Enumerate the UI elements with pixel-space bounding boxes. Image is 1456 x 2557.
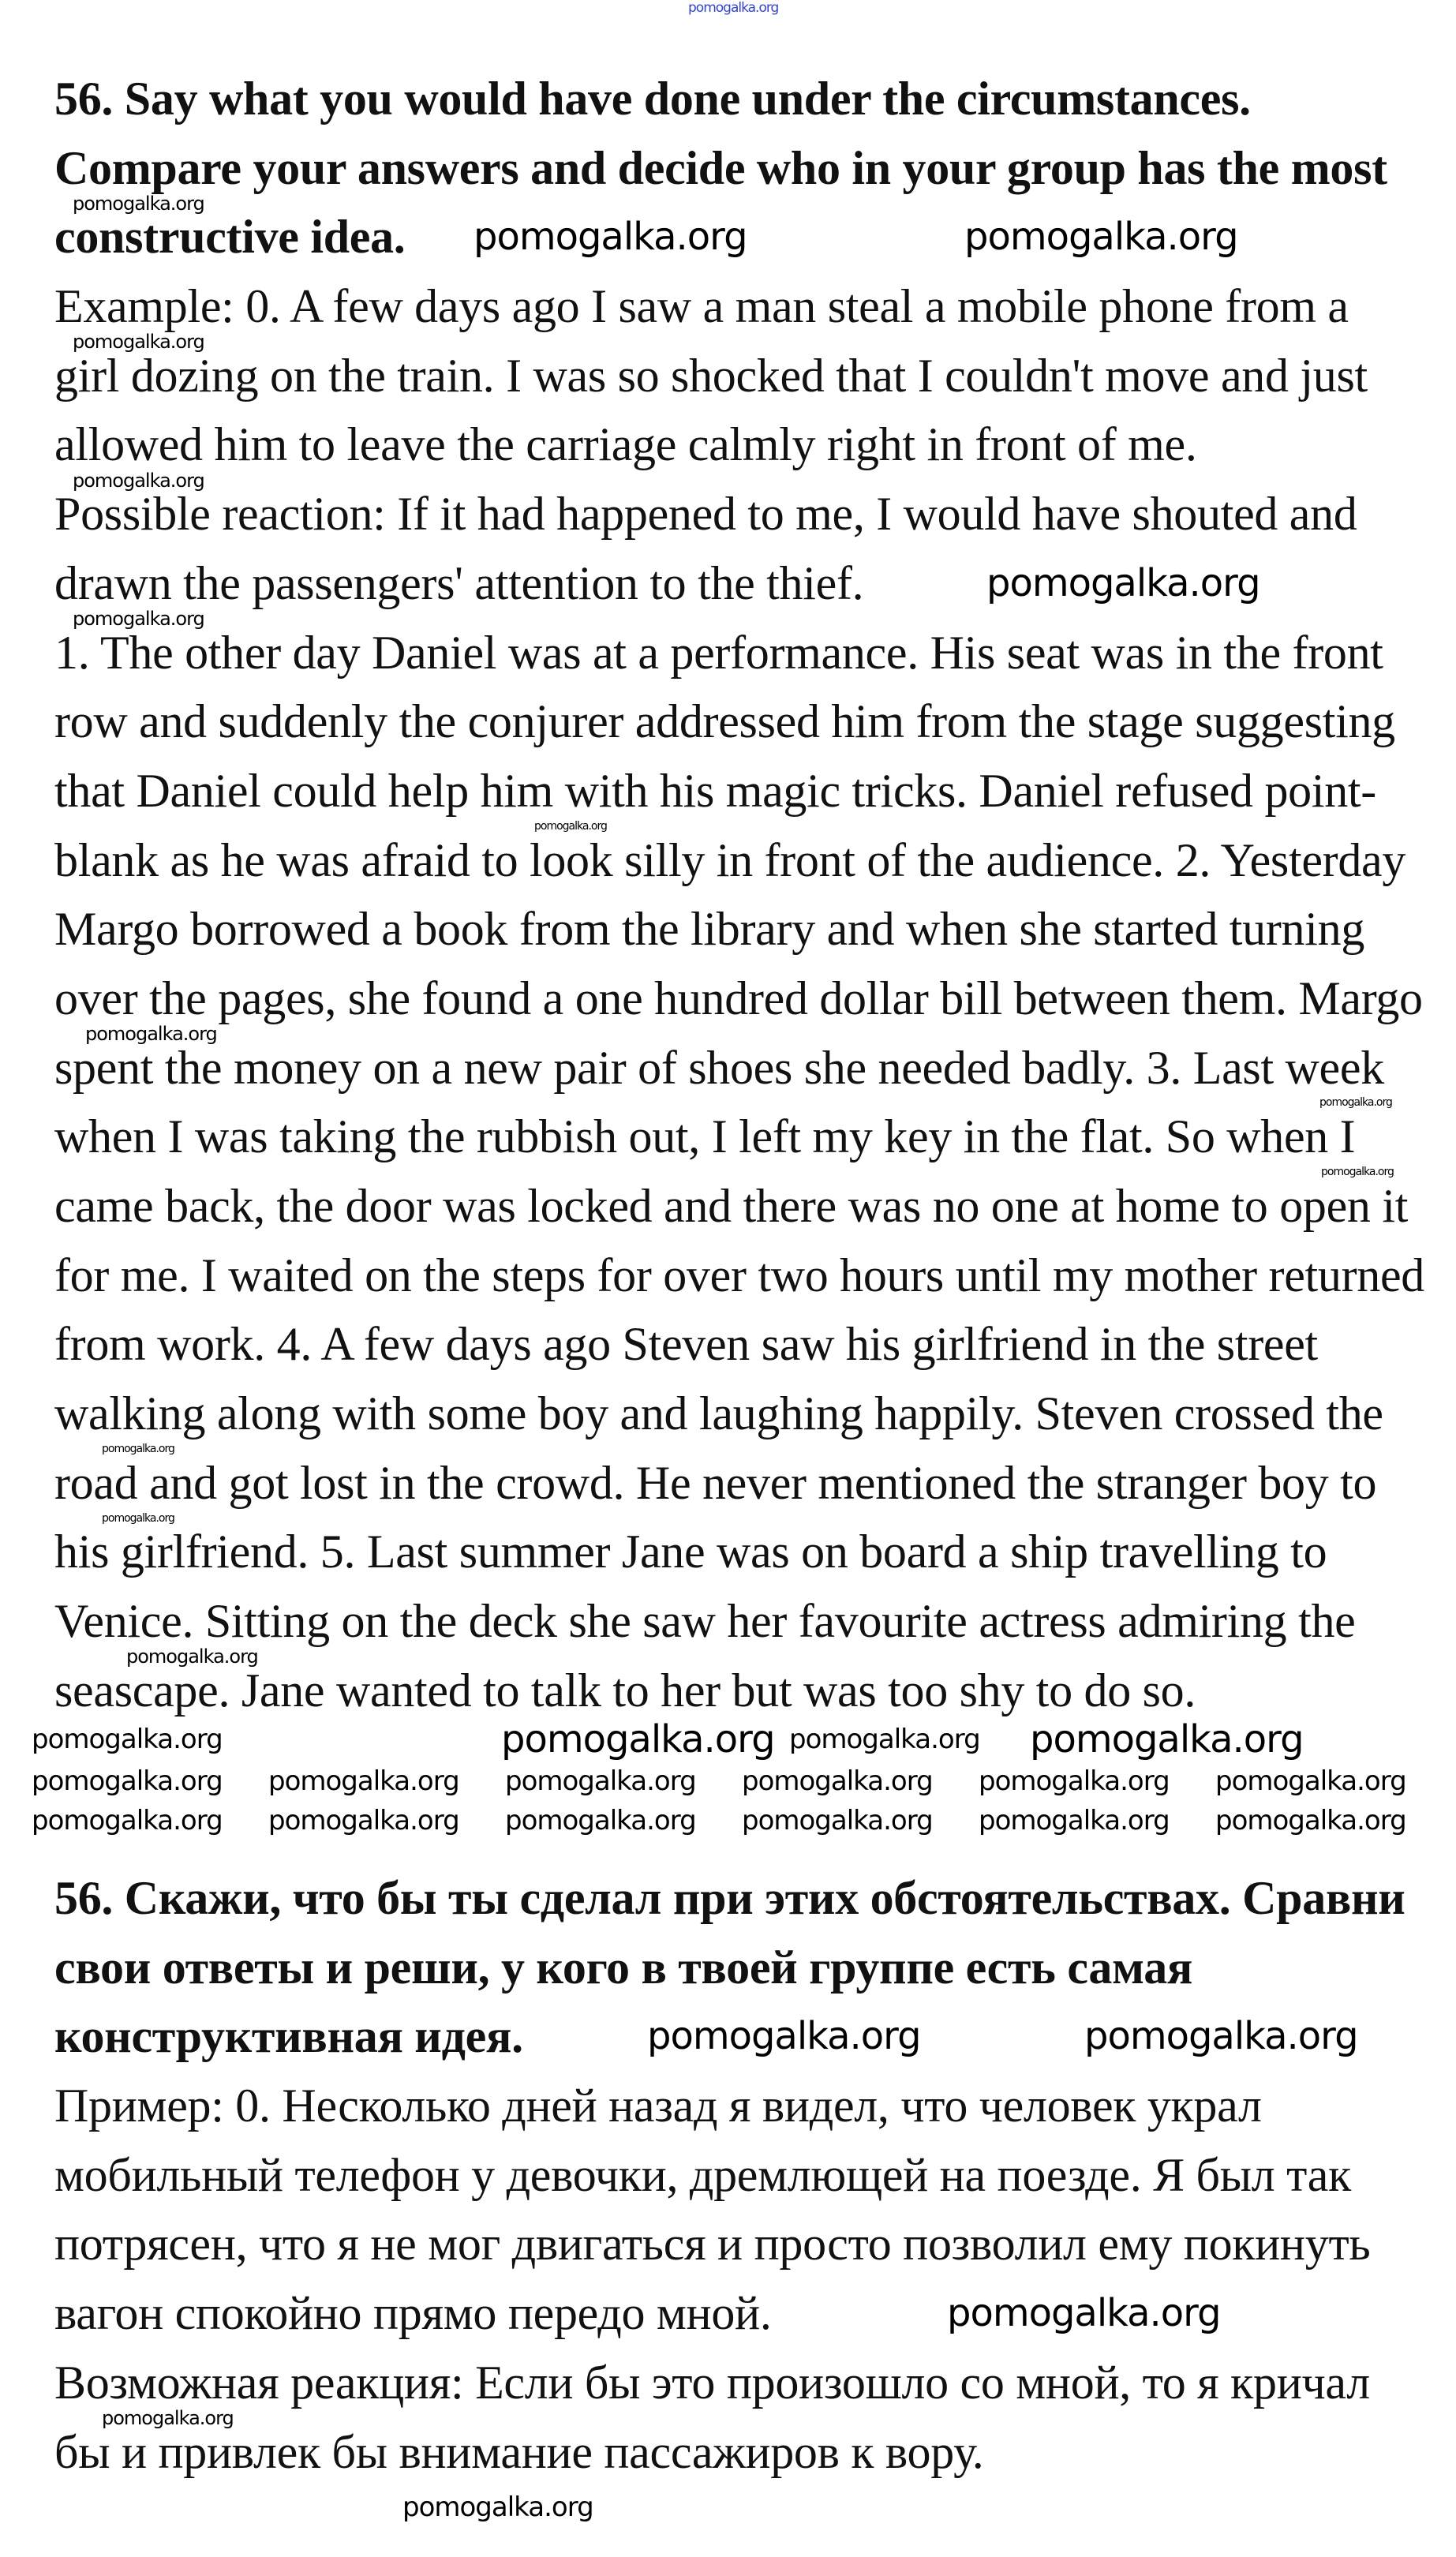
english-section bbox=[54, 75, 1451, 1736]
watermark: pomogalka.org bbox=[85, 1023, 217, 1045]
watermark: pomogalka.org bbox=[402, 2491, 593, 2523]
watermark: pomogalka.org bbox=[32, 1765, 223, 1797]
watermark: pomogalka.org bbox=[73, 608, 204, 630]
watermark: pomogalka.org bbox=[102, 1443, 174, 1455]
watermark: pomogalka.org bbox=[979, 1765, 1170, 1797]
text-line: spent the money on a new pair of shoes she needed badly. 3. Last week bbox=[54, 1041, 1384, 1094]
exercise-title: Compare your answers and decide who in your group has the most bbox=[54, 141, 1387, 194]
text-line: Возможная реакция: Если бы это произошло со мной, то я кричал bbox=[54, 2356, 1370, 2409]
exercise-title: 56. Скажи, что бы ты сделал при этих обстоятельствах. Сравни bbox=[54, 1872, 1405, 1924]
watermark: pomogalka.org bbox=[73, 193, 204, 215]
watermark: pomogalka.org bbox=[1030, 1717, 1304, 1761]
watermark: pomogalka.org bbox=[1084, 2014, 1358, 2058]
watermark: pomogalka.org bbox=[73, 331, 204, 353]
text-line: for me. I waited on the steps for over two hours until my mother returned bbox=[54, 1249, 1425, 1301]
watermark: pomogalka.org bbox=[73, 470, 204, 492]
exercise-title: свои ответы и реши, у кого в твоей группе есть самая bbox=[54, 1941, 1193, 1994]
watermark: pomogalka.org bbox=[268, 1805, 459, 1836]
watermark: pomogalka.org bbox=[268, 1765, 459, 1797]
watermark: pomogalka.org bbox=[947, 2291, 1221, 2335]
watermark: pomogalka.org bbox=[986, 561, 1260, 605]
text-line: мобильный телефон у девочки, дремлющей на поезде. Я был так bbox=[54, 2148, 1351, 2201]
watermark: pomogalka.org bbox=[501, 1717, 775, 1761]
watermark: pomogalka.org bbox=[473, 215, 747, 259]
russian-section bbox=[54, 1874, 1451, 2497]
exercise-title: конструктивная идея. bbox=[54, 2010, 523, 2063]
watermark: pomogalka.org bbox=[647, 2014, 921, 2058]
watermark: pomogalka.org bbox=[505, 1765, 696, 1797]
text-line: Margo borrowed a book from the library and when she started turning bbox=[54, 903, 1365, 956]
text-line: drawn the passengers' attention to the thief. bbox=[54, 556, 864, 609]
watermark: pomogalka.org bbox=[102, 2407, 234, 2429]
watermark: pomogalka.org bbox=[32, 1724, 223, 1755]
watermark: pomogalka.org bbox=[126, 1645, 258, 1668]
watermark: pomogalka.org bbox=[102, 1512, 174, 1525]
exercise-title: 56. Say what you would have done under the circumstances. bbox=[54, 73, 1251, 125]
text-line: потрясен, что я не мог двигаться и просто позволил ему покинуть bbox=[54, 2218, 1371, 2271]
watermark: pomogalka.org bbox=[979, 1805, 1170, 1836]
text-line: girl dozing on the train. I was so shocked that I couldn't move and just bbox=[54, 349, 1368, 402]
watermark: pomogalka.org bbox=[1319, 1096, 1392, 1109]
text-line: бы и привлек бы внимание пассажиров к вору. bbox=[54, 2425, 984, 2478]
text-line: blank as he was afraid to look silly in front of the audience. 2. Yesterday bbox=[54, 833, 1406, 886]
watermark-link[interactable]: pomogalka.org bbox=[688, 0, 779, 16]
text-line: walking along with some boy and laughing happily. Steven crossed the bbox=[54, 1387, 1383, 1440]
watermark: pomogalka.org bbox=[964, 215, 1238, 259]
text-line: 1. The other day Daniel was at a performance. His seat was in the front bbox=[54, 626, 1383, 679]
text-line: over the pages, she found a one hundred dollar bill between them. Margo bbox=[54, 972, 1423, 1024]
watermark: pomogalka.org bbox=[742, 1765, 933, 1797]
watermark: pomogalka.org bbox=[742, 1805, 933, 1836]
watermark: pomogalka.org bbox=[505, 1805, 696, 1836]
text-line: вагон спокойно прямо передо мной. bbox=[54, 2287, 772, 2340]
text-line: allowed him to leave the carriage calmly right in front of me. bbox=[54, 418, 1197, 471]
text-line: his girlfriend. 5. Last summer Jane was on board a ship travelling to bbox=[54, 1526, 1327, 1578]
text-line: Venice. Sitting on the deck she saw her favourite actress admiring the bbox=[54, 1595, 1356, 1648]
text-line: when I was taking the rubbish out, I left my key in the flat. So when I bbox=[54, 1110, 1356, 1163]
watermark: pomogalka.org bbox=[1215, 1765, 1406, 1797]
text-line: road and got lost in the crowd. He never mentioned the stranger boy to bbox=[54, 1456, 1377, 1509]
text-line: Пример: 0. Несколько дней назад я видел, что человек украл bbox=[54, 2080, 1262, 2132]
watermark: pomogalka.org bbox=[1321, 1166, 1394, 1178]
text-line: from work. 4. A few days ago Steven saw his girlfriend in the street bbox=[54, 1318, 1318, 1371]
watermark: pomogalka.org bbox=[534, 820, 607, 833]
watermark: pomogalka.org bbox=[789, 1724, 980, 1755]
text-line: came back, the door was locked and there was no one at home to open it bbox=[54, 1180, 1409, 1232]
watermark: pomogalka.org bbox=[32, 1805, 223, 1836]
text-line: that Daniel could help him with his magic tricks. Daniel refused point- bbox=[54, 764, 1376, 817]
text-line: seascape. Jane wanted to talk to her but was too shy to do so. bbox=[54, 1664, 1196, 1717]
text-line: Possible reaction: If it had happened to me, I would have shouted and bbox=[54, 488, 1357, 541]
watermark: pomogalka.org bbox=[1215, 1805, 1406, 1836]
text-line: Example: 0. A few days ago I saw a man steal a mobile phone from a bbox=[54, 280, 1349, 333]
text-line: row and suddenly the conjurer addressed him from the stage suggesting bbox=[54, 695, 1395, 748]
exercise-title: constructive idea. bbox=[54, 211, 406, 264]
